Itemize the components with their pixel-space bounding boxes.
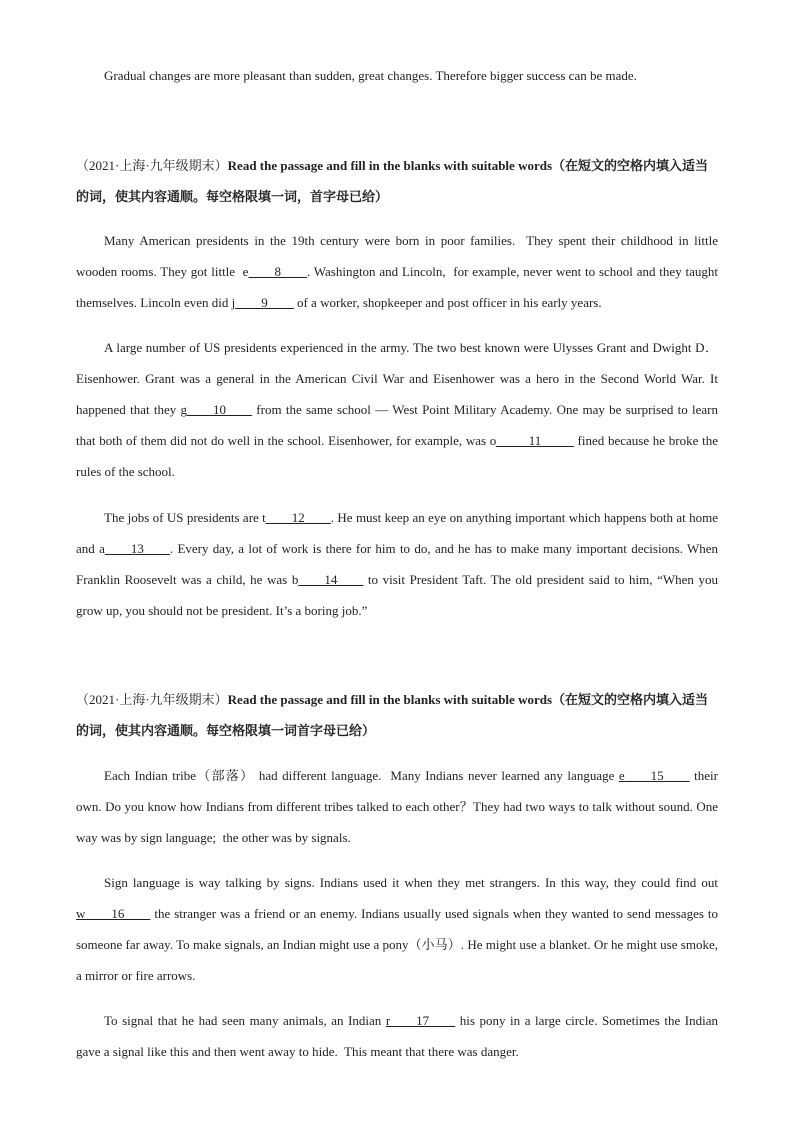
- paragraph-text: Many American presidents in the 19th century were born in poor families. They spent their childhood in little wooden rooms. They got little e: [76, 233, 722, 279]
- paragraph-text: his pony in a large circle. Sometimes the Indian gave a signal like this and then went away to hide. This meant that there was danger.: [76, 1013, 722, 1059]
- blank-12[interactable]: ____12____: [265, 510, 331, 525]
- section1-paragraph-2: [76, 332, 722, 487]
- paragraph-text: the stranger was a friend or an enemy. Indians usually used signals when they wanted to send messages to someone far away. To make signals, an Indian might use a pony（小马）. He might use a blanket. Or he might use smoke, a mirror or fire arrows.: [76, 906, 722, 983]
- paragraph-text: . Every day, a lot of work is there for him to do, and he has to make many important decisions. When Franklin Roosevelt was a child, he was b: [76, 541, 722, 587]
- paragraph-text: Each Indian tribe（部落） had different language. Many Indians never learned any language: [104, 768, 619, 783]
- paragraph-text: of a worker, shopkeeper and post officer in his early years.: [293, 295, 602, 310]
- section1-instruction: Read the passage and fill in the blanks with suitable words（在短文的空格内填入适当的词，使其内容通顺。每空格限填一词，首字母已给）: [76, 158, 709, 204]
- paragraph-text: from the same school — West Point Military Academy. One may be surprised to learn that both of them did not do well in the school. Eisenhower, for example, was o: [76, 402, 722, 448]
- paragraph-text: to visit President Taft. The old president said to him, “When you grow up, you should not be president. It’s a boring job.”: [76, 572, 722, 618]
- section1-paragraph-3: [76, 502, 722, 626]
- paragraph-text: To signal that he had seen many animals, an Indian: [104, 1013, 386, 1028]
- paragraph-text: their own. Do you know how Indians from different tribes talked to each other？They had two ways to talk without sound. One way was by sign language; the other was by signals.: [76, 768, 722, 845]
- section2-paragraph-3: [76, 1005, 722, 1067]
- blank-9[interactable]: ____9____: [235, 295, 294, 310]
- top-line: [76, 60, 718, 91]
- blank-13[interactable]: ____13____: [104, 541, 170, 556]
- blank-17[interactable]: r____17____: [385, 1013, 456, 1028]
- section1-header: [76, 150, 718, 212]
- top-line-text: Gradual changes are more pleasant than sudden, great changes. Therefore bigger success can be made.: [104, 68, 637, 83]
- paragraph-text: The jobs of US presidents are t: [104, 510, 266, 525]
- blank-16[interactable]: w____16____: [76, 906, 151, 921]
- paragraph-text: Sign language is way talking by signs. Indians used it when they met strangers. In this way, they could find out: [104, 875, 722, 890]
- section2-instruction: Read the passage and fill in the blanks with suitable words（在短文的空格内填入适当的词，使其内容通顺。每空格限填一词首字母已给）: [76, 692, 709, 738]
- section2-source: （2021·上海·九年级期末）: [76, 692, 228, 707]
- paragraph-text: A large number of US presidents experienced in the army. The two best known were Ulysses Grant and Dwight D． Eisenhower. Grant was a general in the American Civil War and Eisenhower was a hero in the Second World War. It happened that they g: [76, 340, 722, 417]
- section2-paragraph-2: [76, 867, 722, 991]
- blank-11[interactable]: _____11_____: [496, 433, 574, 448]
- section2-paragraph-1: [76, 760, 722, 853]
- paragraph-text: fined because he broke the rules of the school.: [76, 433, 722, 479]
- section1-paragraph-1: [76, 225, 722, 318]
- section1-source: （2021·上海·九年级期末）: [76, 158, 228, 173]
- blank-8[interactable]: ____8____: [248, 264, 307, 279]
- blank-14[interactable]: ____14____: [298, 572, 364, 587]
- section2-header: [76, 684, 718, 746]
- blank-15[interactable]: e____15____: [618, 768, 690, 783]
- paragraph-text: . Washington and Lincoln, for example, never went to school and they taught themselves. Lincoln even did j: [76, 264, 722, 310]
- paragraph-text: . He must keep an eye on anything important which happens both at home and a: [76, 510, 722, 556]
- blank-10[interactable]: ____10____: [187, 402, 253, 417]
